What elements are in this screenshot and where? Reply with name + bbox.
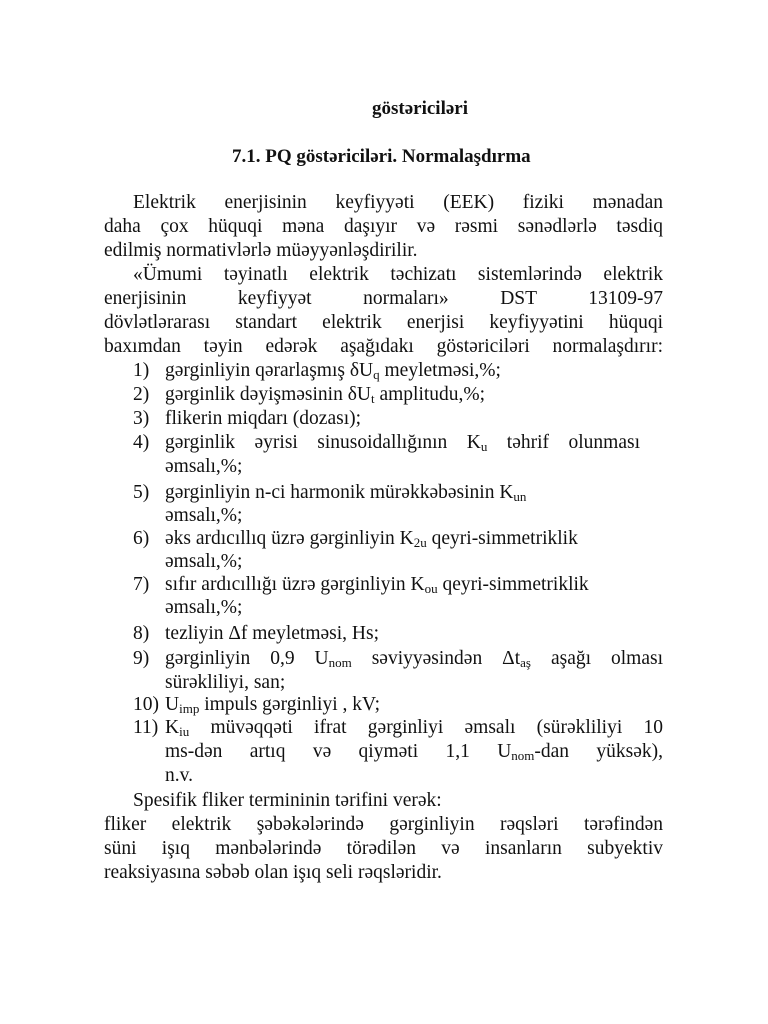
para4-line-3: reaksiyasına səbəb olan işıq seli rəqsləridir. <box>104 862 442 883</box>
list-item-cont: ms-dən artıq və qiyməti 1,1 $U_{nom}$-dan yüksək), <box>165 741 664 763</box>
list-item: gərginlik dəyişməsinin $\delta U_t$ amplitudu,%; <box>165 384 486 406</box>
para2-line-1: «Ümumi təyinatlı elektrik təchizatı sistemlərində elektrik <box>133 264 663 285</box>
list-num: 4) <box>133 432 150 453</box>
list-num: 11) <box>133 717 159 738</box>
list-item: gərginliyin qərarlaşmış $\delta U_q$ meyletməsi,%; <box>165 360 501 382</box>
list-num: 10) <box>133 694 159 715</box>
para1-line-3: edilmiş normativlərlə müəyyənləşdirilir. <box>104 240 418 261</box>
list-num: 2) <box>133 384 150 405</box>
para1-line-2: daha çox hüquqi məna daşıyır və rəsmi sənədlərlə təsdiq <box>104 216 663 237</box>
list-num: 9) <box>133 648 150 669</box>
list-item: flikerin miqdarı (dozası); <box>165 408 362 429</box>
list-item: $U_{imp}$ impuls gərginliyi , kV; <box>165 694 381 716</box>
list-num: 1) <box>133 360 150 381</box>
list-item: $K_{iu}$ müvəqqəti ifrat gərginliyi əmsalı (sürəkliliyi 10 <box>165 717 663 739</box>
list-num: 6) <box>133 528 150 549</box>
list-item-cont: əmsalı,%; <box>165 456 243 477</box>
section-title: 7.1. PQ göstəriciləri. Normalaşdırma <box>232 146 531 167</box>
list-item-cont: n.v. <box>165 765 193 786</box>
para4-line-1: fliker elektrik şəbəkələrində gərginliyin rəqsləri tərəfindən <box>104 814 663 835</box>
list-item: gərginlik əyrisi sinusoidallığının $K_u$ təhrif olunması <box>165 432 640 454</box>
list-item: gərginliyin 0,9 $U_{nom}$ səviyyəsindən $\Delta t_{aş}$ aşağı olması <box>165 648 663 670</box>
para4-line-2: süni işıq mənbələrində törədilən və insanların subyektiv <box>104 838 663 859</box>
list-item: gərginliyin n-ci harmonik mürəkkəbəsinin $K_{un}$ <box>165 482 527 504</box>
para2-line-3: dövlətlərarası standart elektrik enerjisi keyfiyyətini hüquqi <box>104 312 663 333</box>
list-item-cont: əmsalı,%; <box>165 505 243 526</box>
list-item-cont: əmsalı,%; <box>165 551 243 572</box>
list-num: 5) <box>133 482 150 503</box>
list-num: 8) <box>133 623 150 644</box>
para1-line-1: Elektrik enerjisinin keyfiyyəti (EEK) fiziki mənadan <box>133 192 663 213</box>
list-item-cont: əmsalı,%; <box>165 597 243 618</box>
list-item: tezliyin Δf meyletməsi, Hs; <box>165 623 379 644</box>
list-item-cont: sürəkliliyi, san; <box>165 672 286 693</box>
list-num: 3) <box>133 408 150 429</box>
list-item: əks ardıcıllıq üzrə gərginliyin $K_{2u}$ qeyri-simmetriklik <box>165 528 578 550</box>
para2-line-2: enerjisinin keyfiyyət normaları» DST 13109-97 <box>104 288 663 309</box>
heading-top: göstəriciləri <box>372 98 469 119</box>
para2-line-4: baxımdan təyin edərək aşağıdakı göstəriciləri normalaşdırır: <box>104 336 663 357</box>
list-num: 7) <box>133 574 150 595</box>
para3: Spesifik fliker termininin tərifini verək: <box>133 790 442 811</box>
list-item: sıfır ardıcıllığı üzrə gərginliyin $K_{ou}$ qeyri-simmetriklik <box>165 574 589 596</box>
